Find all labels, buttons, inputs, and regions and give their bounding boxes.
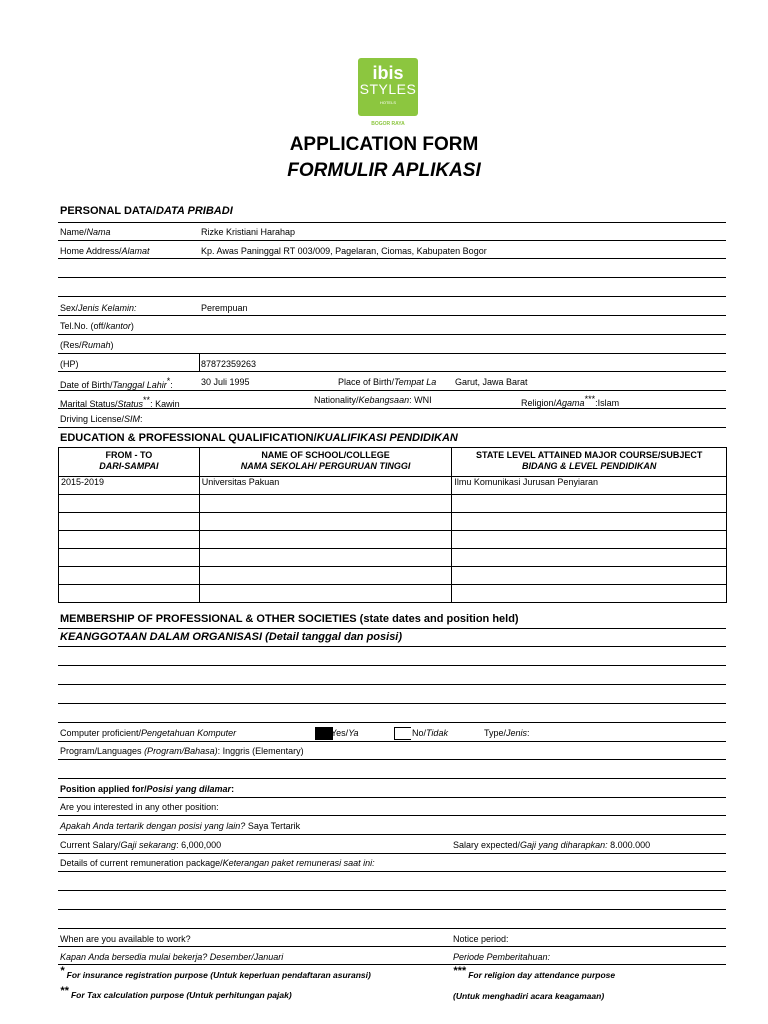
notice-period-label: Notice period: (453, 934, 509, 944)
availability-label: When are you available to work? (60, 934, 191, 944)
table-cell[interactable] (199, 513, 452, 531)
divider (58, 628, 726, 629)
table-cell[interactable] (452, 513, 727, 531)
divider (58, 646, 726, 647)
logo-line1: ibis (372, 63, 404, 83)
divider (58, 909, 726, 910)
col-level: STATE LEVEL ATTAINED MAJOR COURSE/SUBJECT BIDANG & LEVEL PENDIDIKAN (452, 448, 727, 477)
logo-subtitle: BOGOR RAYA (371, 121, 405, 127)
dob-value[interactable]: 30 Juli 1995 (201, 377, 250, 387)
availability-answer: Kapan Anda bersedia mulai bekerja? Desember/Januari (60, 952, 284, 962)
table-row (59, 585, 727, 603)
divider (58, 853, 726, 854)
religion: Religion/Agama***:Islam (521, 394, 620, 408)
table-row (59, 477, 727, 495)
form-title: APPLICATION FORM (289, 134, 479, 155)
name-value[interactable]: Rizke Kristiani Harahap (201, 227, 296, 237)
table-cell[interactable] (452, 549, 727, 567)
no-checkbox[interactable] (394, 727, 412, 740)
divider (58, 684, 726, 685)
footnote-religion: *** For religion day attendance purpose (453, 965, 616, 980)
divider (58, 371, 726, 372)
divider (58, 315, 726, 316)
divider (58, 759, 726, 760)
computer-proficient-label: Computer proficient/Pengetahuan Komputer (60, 728, 237, 738)
table-cell[interactable]: Universitas Pakuan (199, 477, 452, 495)
yes-label: Yes/Ya (331, 728, 359, 738)
table-cell[interactable]: Ilmu Komunikasi Jurusan Penyiaran (452, 477, 727, 495)
tel-home-label: (Res/Rumah) (60, 340, 114, 350)
table-cell[interactable] (59, 531, 200, 549)
hp-label: (HP) (60, 359, 79, 369)
table-cell[interactable]: 2015-2019 (59, 477, 200, 495)
no-label: No/Tidak (412, 728, 448, 738)
driving-license-label: Driving License/SIM: (60, 414, 143, 424)
program-languages: Program/Languages (Program/Bahasa): Inggris (Elementary) (60, 746, 304, 756)
table-cell[interactable] (452, 495, 727, 513)
footnote-tax: ** For Tax calculation purpose (Untuk perhitungan pajak) (60, 985, 292, 1000)
table-cell[interactable] (59, 585, 200, 603)
divider (58, 427, 726, 428)
divider (58, 665, 726, 666)
divider (58, 778, 726, 779)
table-row (59, 495, 727, 513)
pob-value[interactable]: Garut, Jawa Barat (455, 377, 528, 387)
cell-divider (199, 353, 200, 371)
form-subtitle: FORMULIR APLIKASI (287, 160, 481, 181)
pob-label: Place of Birth/Tempat La (338, 377, 437, 387)
footnote-insurance: * For insurance registration purpose (Untuk keperluan pendaftaran asuransi) (60, 965, 371, 980)
divider (58, 797, 726, 798)
table-cell[interactable] (452, 531, 727, 549)
divider (58, 277, 726, 278)
logo-line2: STYLES (359, 81, 417, 97)
footnote-religion-id: (Untuk menghadiri acara keagamaan) (453, 991, 605, 1001)
table-cell[interactable] (452, 585, 727, 603)
divider (58, 258, 726, 259)
table-row (59, 549, 727, 567)
hotel-logo (358, 58, 418, 116)
divider (58, 946, 726, 947)
current-salary: Current Salary/Gaji sekarang: 6,000,000 (60, 840, 222, 850)
divider (58, 390, 726, 391)
personal-data-heading: PERSONAL DATA/DATA PRIBADI (60, 205, 233, 217)
marital-status: Marital Status/Status**: Kawin (60, 395, 180, 409)
table-row (59, 513, 727, 531)
divider (58, 964, 726, 965)
divider (58, 353, 726, 354)
address-value[interactable]: Kp. Awas Paninggal RT 003/009, Pagelaran, Ciomas, Kabupaten Bogor (201, 246, 487, 256)
other-position-answer: Apakah Anda tertarik dengan posisi yang lain? Saya Tertarik (60, 821, 301, 831)
logo-line3: HOTELS (379, 100, 396, 105)
table-cell[interactable] (59, 495, 200, 513)
table-cell[interactable] (199, 531, 452, 549)
table-row (59, 531, 727, 549)
divider (58, 722, 726, 723)
divider (58, 890, 726, 891)
education-heading: EDUCATION & PROFESSIONAL QUALIFICATION/KUALIFIKASI PENDIDIKAN (60, 432, 458, 444)
education-table (58, 447, 727, 603)
expected-salary: Salary expected/Gaji yang diharapkan: 8.000.000 (453, 840, 651, 850)
remuneration-label: Details of current remuneration package/Keterangan paket remunerasi saat ini: (60, 858, 375, 868)
dob-label: Date of Birth/Tanggal Lahir*: (60, 376, 173, 390)
table-cell[interactable] (59, 567, 200, 585)
table-cell[interactable] (59, 513, 200, 531)
divider (58, 222, 726, 223)
col-from-to: FROM - TO DARI-SAMPAI (59, 448, 200, 477)
divider (58, 871, 726, 872)
col-school: NAME OF SCHOOL/COLLEGE NAMA SEKOLAH/ PERGURUAN TINGGI (199, 448, 452, 477)
table-cell[interactable] (199, 585, 452, 603)
divider (58, 240, 726, 241)
table-cell[interactable] (199, 549, 452, 567)
tel-office-label: Tel.No. (off/kantor) (60, 321, 134, 331)
sex-value[interactable]: Perempuan (201, 303, 248, 313)
position-applied-label: Position applied for/Posisi yang dilamar: (60, 784, 235, 794)
table-cell[interactable] (452, 567, 727, 585)
hp-value[interactable]: 87872359263 (201, 359, 257, 369)
table-cell[interactable] (199, 495, 452, 513)
membership-heading: MEMBERSHIP OF PROFESSIONAL & OTHER SOCIETIES (state dates and position held) (60, 613, 519, 625)
divider (58, 834, 726, 835)
divider (58, 334, 726, 335)
table-cell[interactable] (199, 567, 452, 585)
divider (58, 741, 726, 742)
name-label: Name/Nama (60, 227, 111, 237)
membership-heading-id: KEANGGOTAAN DALAM ORGANISASI (Detail tanggal dan posisi) (60, 631, 403, 643)
divider (58, 928, 726, 929)
divider (58, 703, 726, 704)
address-label: Home Address/Alamat (60, 246, 150, 256)
table-header-row (59, 448, 727, 477)
notice-period-label-id: Periode Pemberitahuan: (453, 952, 551, 962)
type-label: Type/Jenis: (484, 728, 530, 738)
sex-label: Sex/Jenis Kelamin: (60, 303, 137, 313)
table-cell[interactable] (59, 549, 200, 567)
table-row (59, 567, 727, 585)
other-position-label: Are you interested in any other position: (60, 802, 219, 812)
divider (58, 408, 726, 409)
nationality: Nationality/Kebangsaan: WNI (314, 395, 432, 405)
divider (58, 296, 726, 297)
divider (58, 815, 726, 816)
